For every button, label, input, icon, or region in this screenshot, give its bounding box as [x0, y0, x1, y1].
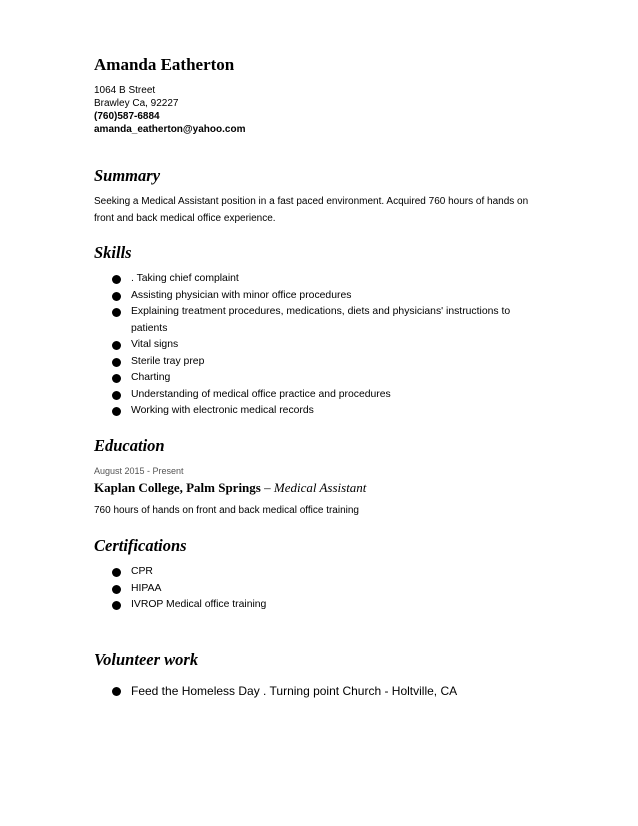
summary-heading: Summary: [94, 166, 161, 185]
list-item: Sterile tray prep: [112, 354, 532, 371]
applicant-name: Amanda Eatherton: [94, 55, 235, 74]
list-item: HIPAA: [112, 581, 532, 598]
skills-heading: Skills: [94, 243, 132, 262]
summary-text: Seeking a Medical Assistant position in a fast paced environment. Acquired 760 hours of hands on front and back medical office experience.: [94, 196, 529, 224]
certifications-list: [112, 564, 532, 614]
education-school: Kaplan College, Palm Springs: [94, 480, 261, 495]
address-line-1: 1064 B Street: [94, 85, 156, 96]
education-role: Medical Assistant: [273, 480, 367, 495]
list-item: Explaining treatment procedures, medications, diets and physicians' instructions to patients: [112, 304, 532, 337]
volunteer-list: [112, 682, 532, 700]
education-heading: Education: [94, 436, 165, 455]
education-entry: [94, 480, 366, 496]
education-separator: –: [260, 480, 274, 495]
contact-info: [94, 84, 245, 136]
list-item: Vital signs: [112, 337, 532, 354]
list-item: IVROP Medical office training: [112, 597, 532, 614]
address-line-2: Brawley Ca, 92227: [94, 98, 179, 109]
skills-list: [112, 271, 532, 420]
list-item: . Taking chief complaint: [112, 271, 532, 288]
volunteer-heading: Volunteer work: [94, 650, 199, 669]
list-item: Understanding of medical office practice and procedures: [112, 387, 532, 404]
email-address: amanda_eatherton@yahoo.com: [94, 124, 246, 135]
list-item: Working with electronic medical records: [112, 403, 532, 420]
education-description: 760 hours of hands on front and back medical office training: [94, 505, 359, 516]
list-item: Charting: [112, 370, 532, 387]
phone-number: (760)587-6884: [94, 111, 160, 122]
certifications-heading: Certifications: [94, 536, 187, 555]
list-item: Assisting physician with minor office procedures: [112, 288, 532, 305]
list-item: CPR: [112, 564, 532, 581]
education-date: August 2015 - Present: [94, 466, 184, 476]
list-item: Feed the Homeless Day . Turning point Church - Holtville, CA: [112, 682, 532, 700]
